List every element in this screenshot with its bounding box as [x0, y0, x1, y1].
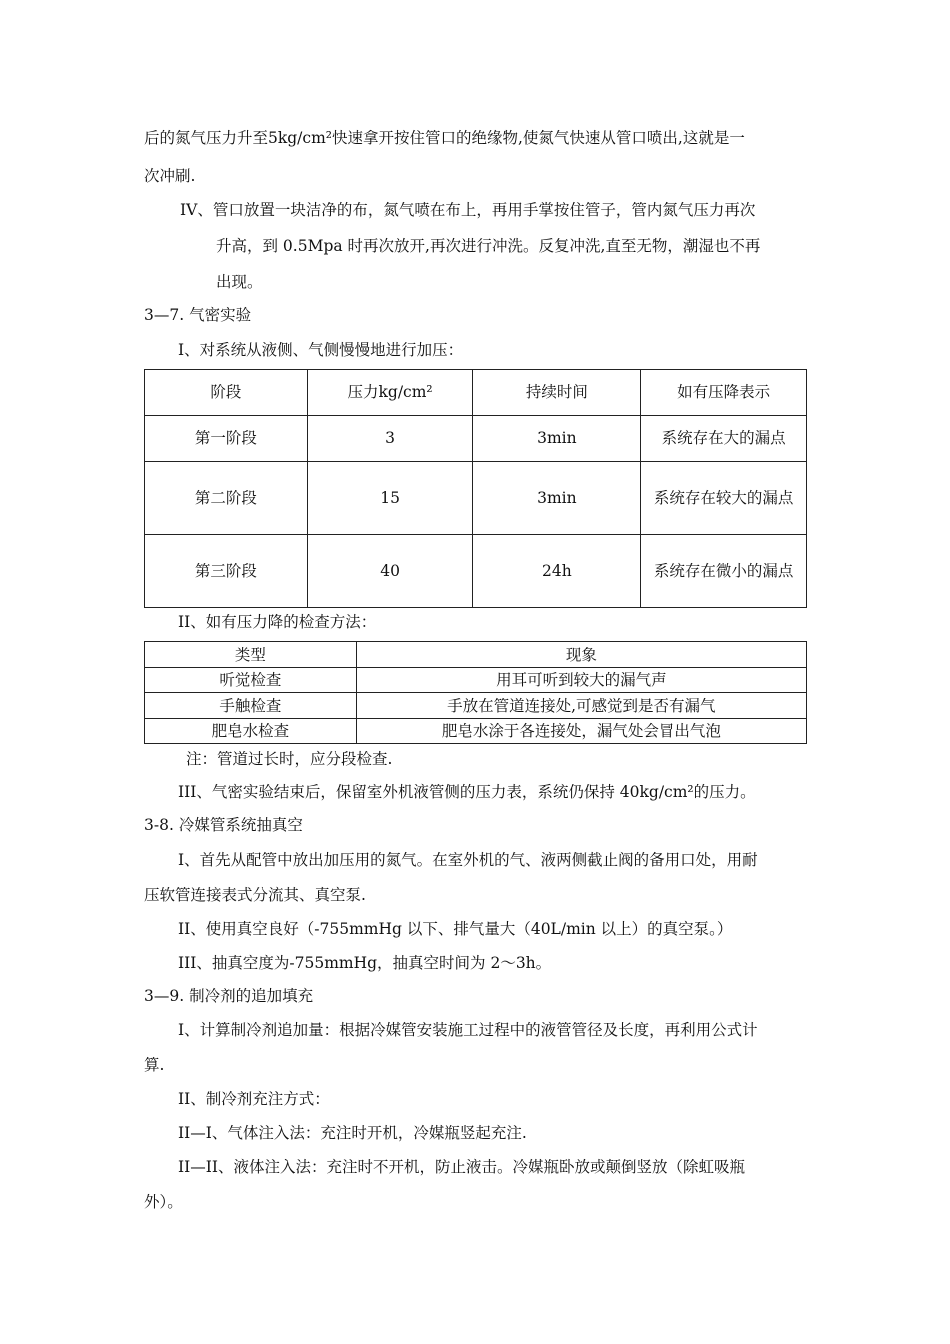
- paragraph-line: II、制冷剂充注方式：: [178, 1090, 330, 1108]
- paragraph-line: II—II、液体注入法：充注时不开机，防止液击。冷媒瓶卧放或颠倒竖放（除虹吸瓶: [178, 1158, 745, 1176]
- table-cell: 3min: [473, 462, 641, 535]
- note-line: 注：管道过长时，应分段检查.: [186, 750, 393, 768]
- table-row: [145, 462, 807, 535]
- table-header-cell: 阶段: [145, 370, 308, 416]
- table-cell: 第二阶段: [145, 462, 308, 535]
- table-cell: 24h: [473, 535, 641, 608]
- paragraph-line: 算.: [144, 1056, 165, 1074]
- table-header-cell: 现象: [356, 642, 806, 668]
- table-row: [145, 416, 807, 462]
- table-cell: 15: [307, 462, 473, 535]
- table-header-cell: 压力kg/cm²: [307, 370, 473, 416]
- table-cell: 肥皂水检查: [145, 719, 357, 744]
- table-row: [145, 535, 807, 608]
- table-cell: 系统存在较大的漏点: [641, 462, 807, 535]
- pressure-stage-table: [144, 369, 807, 608]
- table-header-cell: 类型: [145, 642, 357, 668]
- paragraph-line: 外）。: [144, 1193, 183, 1211]
- section-heading: 3—7. 气密实验: [144, 306, 252, 324]
- table-cell: 听觉检查: [145, 668, 357, 693]
- table-cell: 第一阶段: [145, 416, 308, 462]
- paragraph-line: 压软管连接表式分流其、真空泵.: [144, 886, 366, 904]
- section-heading: 3—9. 制冷剂的追加填充: [144, 987, 314, 1005]
- paragraph-line: II、如有压力降的检查方法：: [178, 613, 377, 631]
- paragraph-line: I、计算制冷剂追加量：根据冷媒管安装施工过程中的液管管径及长度，再利用公式计: [178, 1021, 758, 1039]
- table-cell: 肥皂水涂于各连接处，漏气处会冒出气泡: [356, 719, 806, 744]
- table-header-row: [145, 642, 807, 668]
- table-cell: 用耳可听到较大的漏气声: [356, 668, 806, 693]
- table-cell: 3min: [473, 416, 641, 462]
- leak-check-table: [144, 641, 807, 744]
- paragraph-line: I、首先从配管中放出加压用的氮气。在室外机的气、液两侧截止阀的备用口处，用耐: [178, 851, 758, 869]
- table-cell: 3: [307, 416, 473, 462]
- table-cell: 第三阶段: [145, 535, 308, 608]
- paragraph-line: III、气密实验结束后，保留室外机液管侧的压力表，系统仍保持 40kg/cm²的压力。: [178, 783, 756, 801]
- paragraph-line: 后的氮气压力升至5kg/cm²快速拿开按住管口的绝缘物,使氮气快速从管口喷出,这就是一: [144, 129, 745, 147]
- paragraph-line: IV、管口放置一块洁净的布，氮气喷在布上，再用手掌按住管子，管内氮气压力再次: [180, 201, 756, 219]
- table-cell: 系统存在大的漏点: [641, 416, 807, 462]
- table-row: [145, 719, 807, 744]
- table-row: [145, 693, 807, 719]
- paragraph-line: 出现。: [216, 273, 263, 291]
- table-header-row: [145, 370, 807, 416]
- paragraph-line: II—I、气体注入法：充注时开机，冷媒瓶竖起充注.: [178, 1124, 527, 1142]
- table-cell: 手触检查: [145, 693, 357, 719]
- paragraph-line: 次冲刷.: [144, 167, 196, 185]
- table-header-cell: 持续时间: [473, 370, 641, 416]
- table-header-cell: 如有压降表示: [641, 370, 807, 416]
- paragraph-line: II、使用真空良好（-755mmHg 以下、排气量大（40L/min 以上）的真空泵。）: [178, 920, 733, 938]
- table-cell: 40: [307, 535, 473, 608]
- paragraph-line: 升高，到 0.5Mpa 时再次放开,再次进行冲洗。反复冲洗,直至无物，潮湿也不再: [216, 237, 761, 255]
- table-cell: 系统存在微小的漏点: [641, 535, 807, 608]
- table-cell: 手放在管道连接处,可感觉到是否有漏气: [356, 693, 806, 719]
- table-row: [145, 668, 807, 693]
- section-heading: 3-8. 冷媒管系统抽真空: [144, 816, 303, 834]
- paragraph-line: I、对系统从液侧、气侧慢慢地进行加压：: [178, 341, 464, 359]
- paragraph-line: III、抽真空度为-755mmHg，抽真空时间为 2～3h。: [178, 954, 552, 972]
